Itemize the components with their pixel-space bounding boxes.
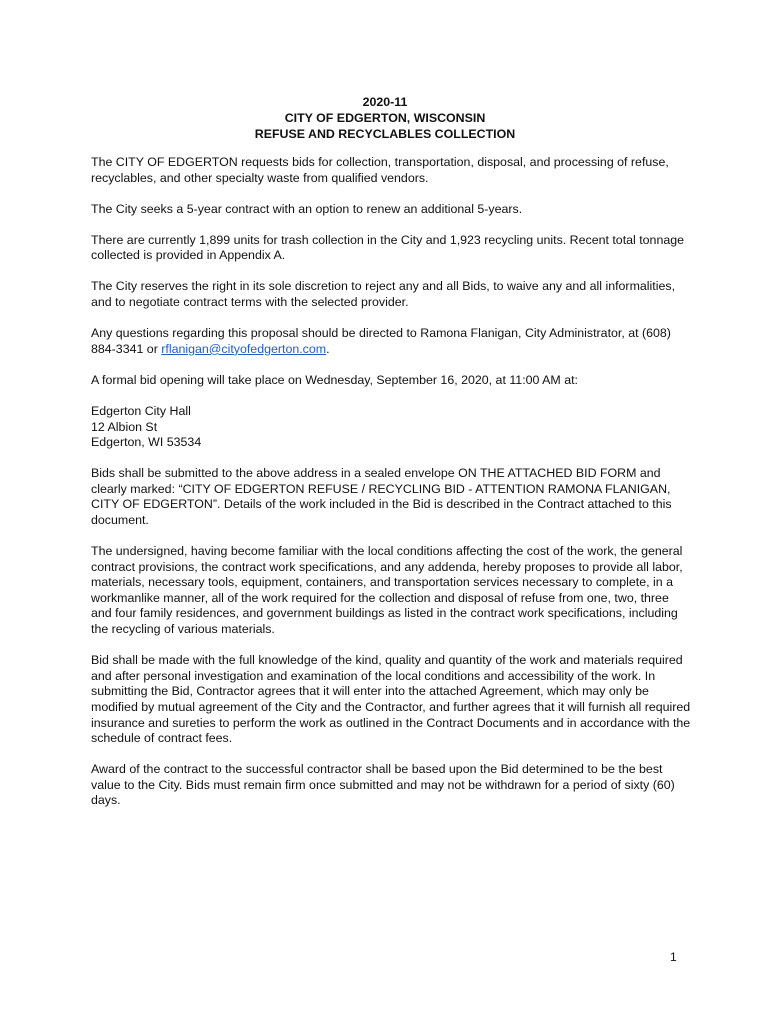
paragraph-undersigned: The undersigned, having become familiar with the local conditions affecting the cost of the work, the general contract provisions, the contract work specifications, and any addenda, hereby proposes to provide all labor, materials, necessary tools, equipment, containers, and transportation services necessary to complete, in a workmanlike manner, all of the work required for the collection and disposal of refuse from one, two, three and four family residences, and government buildings as listed in the contract work specifications, including the recycling of various materials.	[91, 544, 683, 637]
document-body	[91, 155, 691, 825]
paragraph-submission: Bids shall be submitted to the above address in a sealed envelope ON THE ATTACHED BID FORM and clearly marked: “CITY OF EDGERTON REFUSE / RECYCLING BID - ATTENTION RAMONA FLANIGAN, CITY OF EDGERTON”. Details of the work included in the Bid is described in the Contract attached to this document.	[91, 466, 672, 527]
header-city: CITY OF EDGERTON, WISCONSIN	[284, 111, 486, 125]
email-link[interactable]: rflanigan@cityofedgerton.com	[161, 341, 327, 356]
address-line-3: Edgerton, WI 53534	[91, 435, 202, 450]
questions-period: .	[326, 341, 330, 356]
paragraph-bid-knowledge: Bid shall be made with the full knowledge of the kind, quality and quantity of the work and materials required and after personal investigation and examination of the local conditions and accessibility of the work. In submitting the Bid, Contractor agrees that it will enter into the attached Agreement, which may only be modified by mutual agreement of the City and the Contractor, and further agrees that it will furnish all required insurance and sureties to perform the work as outlined in the Contract Documents and in accordance with the schedule of contract fees.	[91, 653, 691, 746]
paragraph-bid-opening: A formal bid opening will take place on Wednesday, September 16, 2020, at 11:00 AM at:	[91, 372, 578, 387]
address-line-1: Edgerton City Hall	[91, 403, 191, 418]
paragraph-contract-term: The City seeks a 5-year contract with an option to renew an additional 5-years.	[91, 201, 523, 216]
address-block	[91, 404, 691, 451]
paragraph-reservation: The City reserves the right in its sole discretion to reject any and all Bids, to waive any and all informalities, and to negotiate contract terms with the selected provider.	[91, 279, 676, 310]
paragraph-questions	[91, 326, 691, 357]
bid-number: 2020-11	[362, 95, 408, 109]
questions-text: Any questions regarding this proposal should be directed to Ramona Flanigan, City Administrator, at (608) 884-3341 or	[91, 326, 671, 356]
header-subject: REFUSE AND RECYCLABLES COLLECTION	[254, 127, 516, 141]
paragraph-award: Award of the contract to the successful contractor shall be based upon the Bid determined to be the best value to the City. Bids must remain firm once submitted and may not be withdrawn for a period of sixty (60) days.	[91, 762, 675, 808]
paragraph-units: There are currently 1,899 units for trash collection in the City and 1,923 recycling units. Recent total tonnage collected is provided in Appendix A.	[91, 232, 685, 263]
address-line-2: 12 Albion St	[91, 419, 158, 434]
paragraph-request: The CITY OF EDGERTON requests bids for collection, transportation, disposal, and processing of refuse, recyclables, and other specialty waste from qualified vendors.	[91, 155, 669, 185]
page-number: 1	[670, 950, 677, 964]
document-header	[0, 94, 770, 142]
